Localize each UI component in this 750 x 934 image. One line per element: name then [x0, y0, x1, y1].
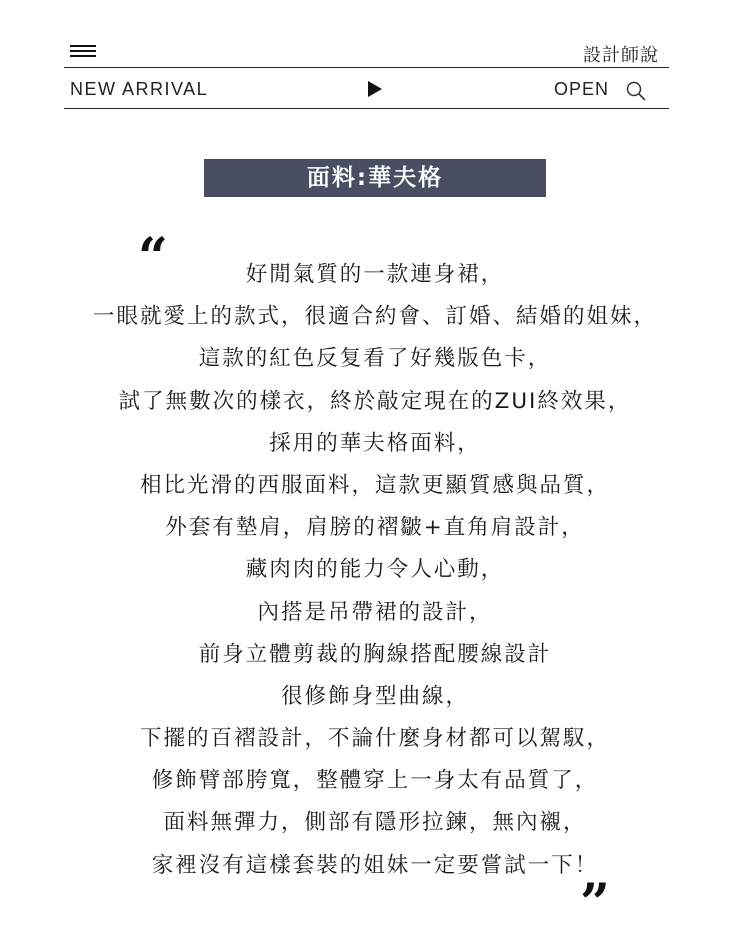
section-title-banner: 面料:華夫格 — [204, 159, 546, 197]
hamburger-menu-icon[interactable] — [70, 44, 96, 58]
description-line: 相比光滑的西服面料，這款更顯質感與品質， — [139, 472, 610, 498]
description-line: 前身立體剪裁的胸線搭配腰線設計 — [198, 641, 552, 667]
description-line: 修飾臂部胯寬，整體穿上一身太有品質了， — [151, 768, 599, 794]
description-line: 很修飾身型曲線， — [280, 683, 469, 709]
description-line: 下擺的百褶設計，不論什麼身材都可以駕馭， — [139, 726, 610, 752]
description-line: 試了無數次的樣衣，終於敲定現在的ZUI終效果， — [118, 388, 632, 414]
nav-bar — [64, 68, 669, 109]
new-arrival-link[interactable]: NEW ARRIVAL — [70, 79, 209, 99]
description-line: 採用的華夫格面料， — [269, 430, 481, 456]
open-link[interactable]: OPEN — [554, 79, 610, 99]
description-line: 這款的紅色反复看了好幾版色卡， — [198, 346, 552, 372]
top-bar — [64, 38, 669, 68]
search-icon[interactable] — [625, 80, 647, 102]
designer-description — [0, 254, 750, 887]
description-line: 一眼就愛上的款式，很適合約會、訂婚、結婚的姐妹， — [92, 304, 657, 330]
close-quote-mark: ” — [580, 873, 606, 934]
play-icon[interactable] — [368, 81, 382, 97]
designer-says-link[interactable]: 設計師說 — [583, 45, 659, 66]
open-quote-mark: “ — [138, 227, 164, 288]
description-line: 家裡沒有這樣套裝的姐妹一定要嘗試一下！ — [151, 852, 599, 878]
description-line: 外套有墊肩，肩膀的褶皺+直角肩設計， — [165, 515, 585, 541]
description-line: 內搭是吊帶裙的設計， — [257, 599, 493, 625]
description-line: 面料無彈力，側部有隱形拉鍊，無內襯， — [163, 810, 587, 836]
description-line: 藏肉肉的能力令人心動， — [245, 557, 505, 583]
description-line: 好閒氣質的一款連身裙， — [245, 262, 505, 287]
